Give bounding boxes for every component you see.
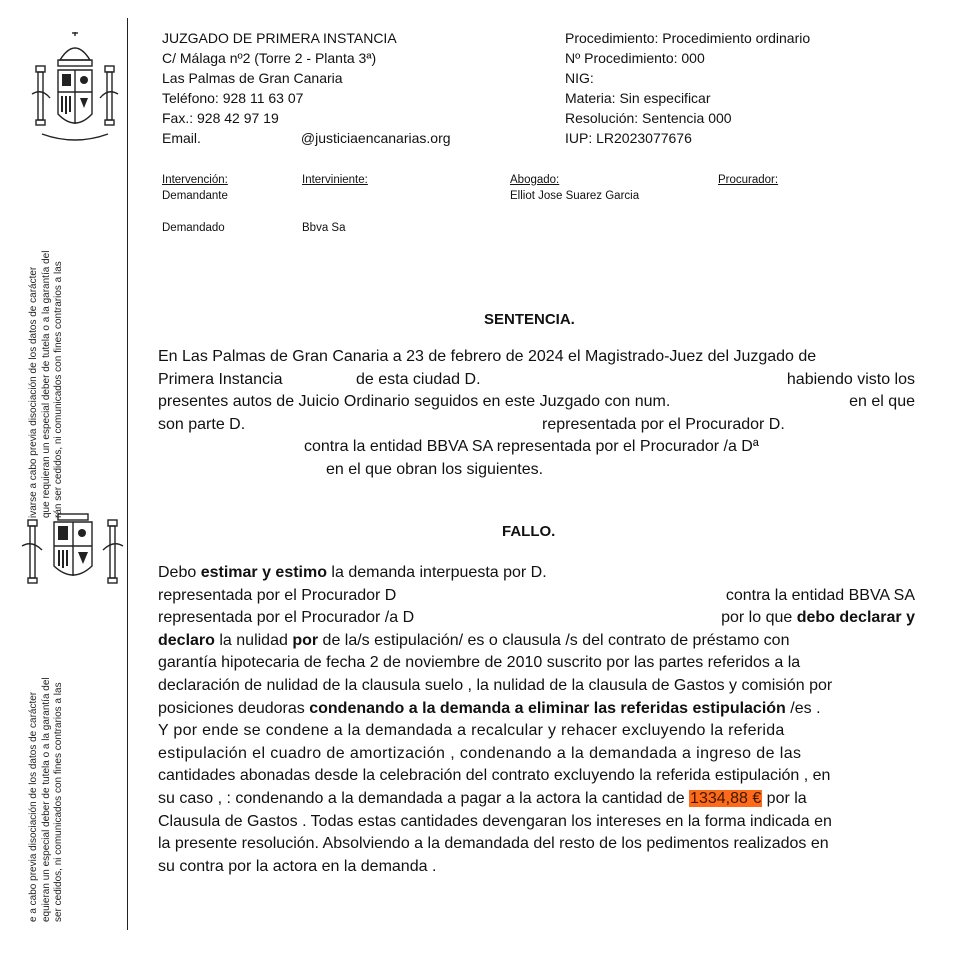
text-line [158,369,915,392]
text-segment: representada por el Procurador D [158,586,397,604]
sentencia-title: SENTENCIA. [484,311,575,328]
parties-table [162,172,862,242]
abogado-name: Elliot Jose Suarez Garcia [510,190,640,202]
text-line [158,856,915,879]
margin-notice-line: que requieran un especial deber de tutela o a la garantía del [40,250,52,518]
coat-of-arms-middle [20,512,125,592]
text-segment: Primera Instancia [158,370,283,388]
text-segment: de esta ciudad D. [356,370,481,388]
procedure-resolucion: Resolución: Sentencia 000 [565,110,732,126]
text-segment: presentes autos de Juicio Ordinario seguidos en este Juzgado con num. [158,393,671,411]
coat-of-arms-icon [20,512,125,592]
margin-notice-line: ser cedidos, ni comunicados con fines contrarios a las [53,682,64,922]
text-line [158,698,915,721]
text-line [158,607,915,630]
highlighted-amount: 1334,88 € [690,789,762,807]
procedure-header [565,28,810,148]
text-segment: de la/s estipulación/ es o clausula /s del contrato de préstamo con [318,631,790,649]
fallo-body [158,562,915,878]
text-segment: Y por ende se condene a la demandada a recalcular y rehacer excluyendo la referida [158,722,785,740]
text-line [158,811,915,834]
bold-segment: condenando a la demanda a eliminar las referidas estipulación [309,699,786,717]
intervencion-demandado: Demandado [162,222,225,234]
court-city: Las Palmas de Gran Canaria [162,70,343,86]
text-segment: representada por el Procurador /a D [158,609,415,627]
text-line [158,346,915,369]
court-email [162,128,451,148]
bold-segment: por [292,631,319,649]
text-segment [158,562,547,585]
text-segment: declaración de nulidad de la clausula suelo , la nulidad de la clausula de Gastos y comisión por [158,676,833,694]
text-segment: Clausula de Gastos . Todas estas cantidades devengaran los intereses en la forma indicada en [158,812,832,830]
procurador-column [718,172,778,188]
text-segment: contra la entidad BBVA SA [725,586,915,604]
abogado-header: Abogado: [510,174,560,186]
text-line [158,436,915,459]
text-segment [158,630,789,653]
margin-line [127,18,128,930]
text-segment: representada por el Procurador D. [542,415,785,433]
court-fax: Fax.: 928 42 97 19 [162,110,279,126]
bold-segment: estimar y estimo [200,564,327,581]
text-line [158,585,915,608]
text-segment: estipulación el cuadro de amortización , condenando a la demandada a ingreso de las [158,744,802,762]
text-segment: Debo [158,564,201,581]
text-line [158,652,915,675]
margin-notice-line: rán ser cedidos, ni comunicados con fines contrarios a las [53,261,64,518]
margin-notice-line: ivarse a cabo previa disociación de los datos de carácter [28,266,39,518]
intervencion-demandante: Demandante [162,190,228,202]
court-name: JUZGADO DE PRIMERA INSTANCIA [162,30,397,46]
intervencion-header: Intervención: [162,174,228,186]
text-segment: son parte D. [158,415,246,433]
text-segment: En Las Palmas de Gran Canaria a 23 de febrero de 2024 el Magistrado-Juez del Juzgado de [158,348,817,365]
text-segment: la demanda interpuesta por D. [326,564,547,581]
text-segment: garantía hipotecaria de fecha 2 de noviembre de 2010 suscrito por las partes referidos a la [158,654,801,672]
text-segment: cantidades abonadas desde la celebración del contrato excluyendo la referida estipulación , en [158,767,831,785]
text-line [158,765,915,788]
text-line [158,630,915,653]
text-line [158,459,915,482]
intervencion-column [162,172,228,236]
text-segment [721,607,915,630]
email-label: Email. [162,130,201,146]
text-segment: /es . [785,699,821,717]
interviniente-bbva: Bbva Sa [302,222,346,234]
procedure-iup: IUP: LR2023077676 [565,130,692,146]
margin-notice-line: equieran un especial deber de tutela o a la garantía del [40,677,52,922]
text-line [158,720,915,743]
interviniente-column [302,172,368,236]
text-segment [158,698,821,721]
text-line [158,414,915,437]
coat-of-arms-top [28,32,123,154]
court-phone: Teléfono: 928 11 63 07 [162,90,304,106]
margin-notice-line: e a cabo previa disociación de los datos de carácter [28,691,39,922]
text-line [158,743,915,766]
text-line [158,788,915,811]
sentencia-body [158,346,915,482]
procedure-materia: Materia: Sin especificar [565,90,711,106]
text-segment: su caso , : condenando a la demandada a pagar a la actora la cantidad de [158,789,690,807]
text-segment: contra la entidad BBVA SA representada por el Procurador /a Dª [304,438,759,456]
court-header [162,28,451,148]
text-segment: posiciones deudoras [158,699,310,717]
procedure-type: Procedimiento: Procedimiento ordinario [565,30,811,46]
text-segment: por la [762,789,807,807]
text-segment: por lo que [721,609,797,627]
text-segment: la nulidad [214,631,293,649]
procedure-nig: NIG: [565,70,594,86]
text-line [158,562,915,585]
court-address: C/ Málaga nº2 (Torre 2 - Planta 3ª) [162,50,377,66]
fallo-title: FALLO. [502,523,556,540]
procedure-number: Nº Procedimiento: 000 [565,50,705,66]
email-domain: @justiciaencanarias.org [300,130,451,146]
procurador-header: Procurador: [718,174,779,186]
coat-of-arms-icon [28,32,123,154]
text-segment: habiendo visto los [786,370,915,388]
bold-segment: declaro [158,631,215,649]
text-line [158,391,915,414]
interviniente-header: Interviniente: [302,174,368,186]
text-line [158,675,915,698]
bold-segment: debo declarar y [796,609,915,627]
text-segment [158,788,807,811]
text-segment: en el que obran los siguientes. [326,460,544,478]
text-segment: su contra por la actora en la demanda . [158,857,437,875]
text-segment: en el que [849,393,915,411]
abogado-column [510,172,639,204]
text-segment: la presente resolución. Absolviendo a la demandada del resto de los pedimentos realizados en [158,835,829,853]
text-line [158,833,915,856]
